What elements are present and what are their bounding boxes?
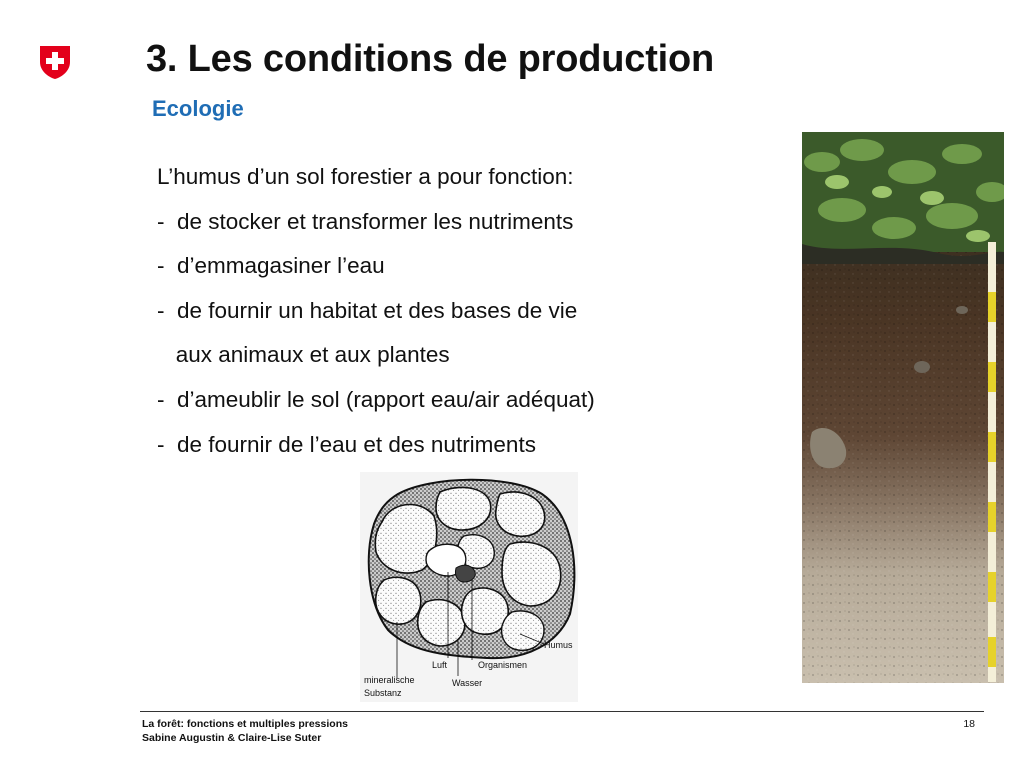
body-bullet: - d’ameublir le sol (rapport eau/air adéquat) (157, 386, 595, 412)
slide-subtitle: Ecologie (152, 96, 244, 121)
soil-aggregate-diagram (360, 472, 578, 702)
diagram-label-substanz: Substanz (364, 688, 402, 698)
diagram-label-wasser: Wasser (452, 678, 483, 688)
body-bullet: - de stocker et transformer les nutriments (157, 208, 574, 234)
footer-info (142, 717, 348, 745)
soil-profile-photo (802, 132, 1004, 683)
page-number: 18 (963, 718, 975, 730)
body-intro: L’humus d’un sol forestier a pour fonction: (157, 164, 574, 189)
diagram-label-humus: Humus (544, 640, 573, 650)
diagram-label-mineralische: mineralische (364, 675, 415, 685)
footer-authors: Sabine Augustin & Claire-Lise Suter (142, 732, 322, 744)
swiss-cross-shield-icon (38, 44, 72, 80)
footer-divider (140, 711, 984, 712)
body-text (157, 155, 777, 467)
footer-presentation-title: La forêt: fonctions et multiples pressions (142, 718, 348, 730)
body-bullet-continuation: aux animaux et aux plantes (157, 342, 450, 368)
diagram-label-organismen: Organismen (478, 660, 528, 670)
slide-title: 3. Les conditions de production (146, 38, 715, 80)
body-bullet: - de fournir un habitat et des bases de vie (157, 297, 578, 323)
diagram-label-luft: Luft (432, 660, 448, 670)
body-bullet: - de fournir de l’eau et des nutriments (157, 431, 536, 457)
body-bullet: - d’emmagasiner l’eau (157, 253, 385, 279)
